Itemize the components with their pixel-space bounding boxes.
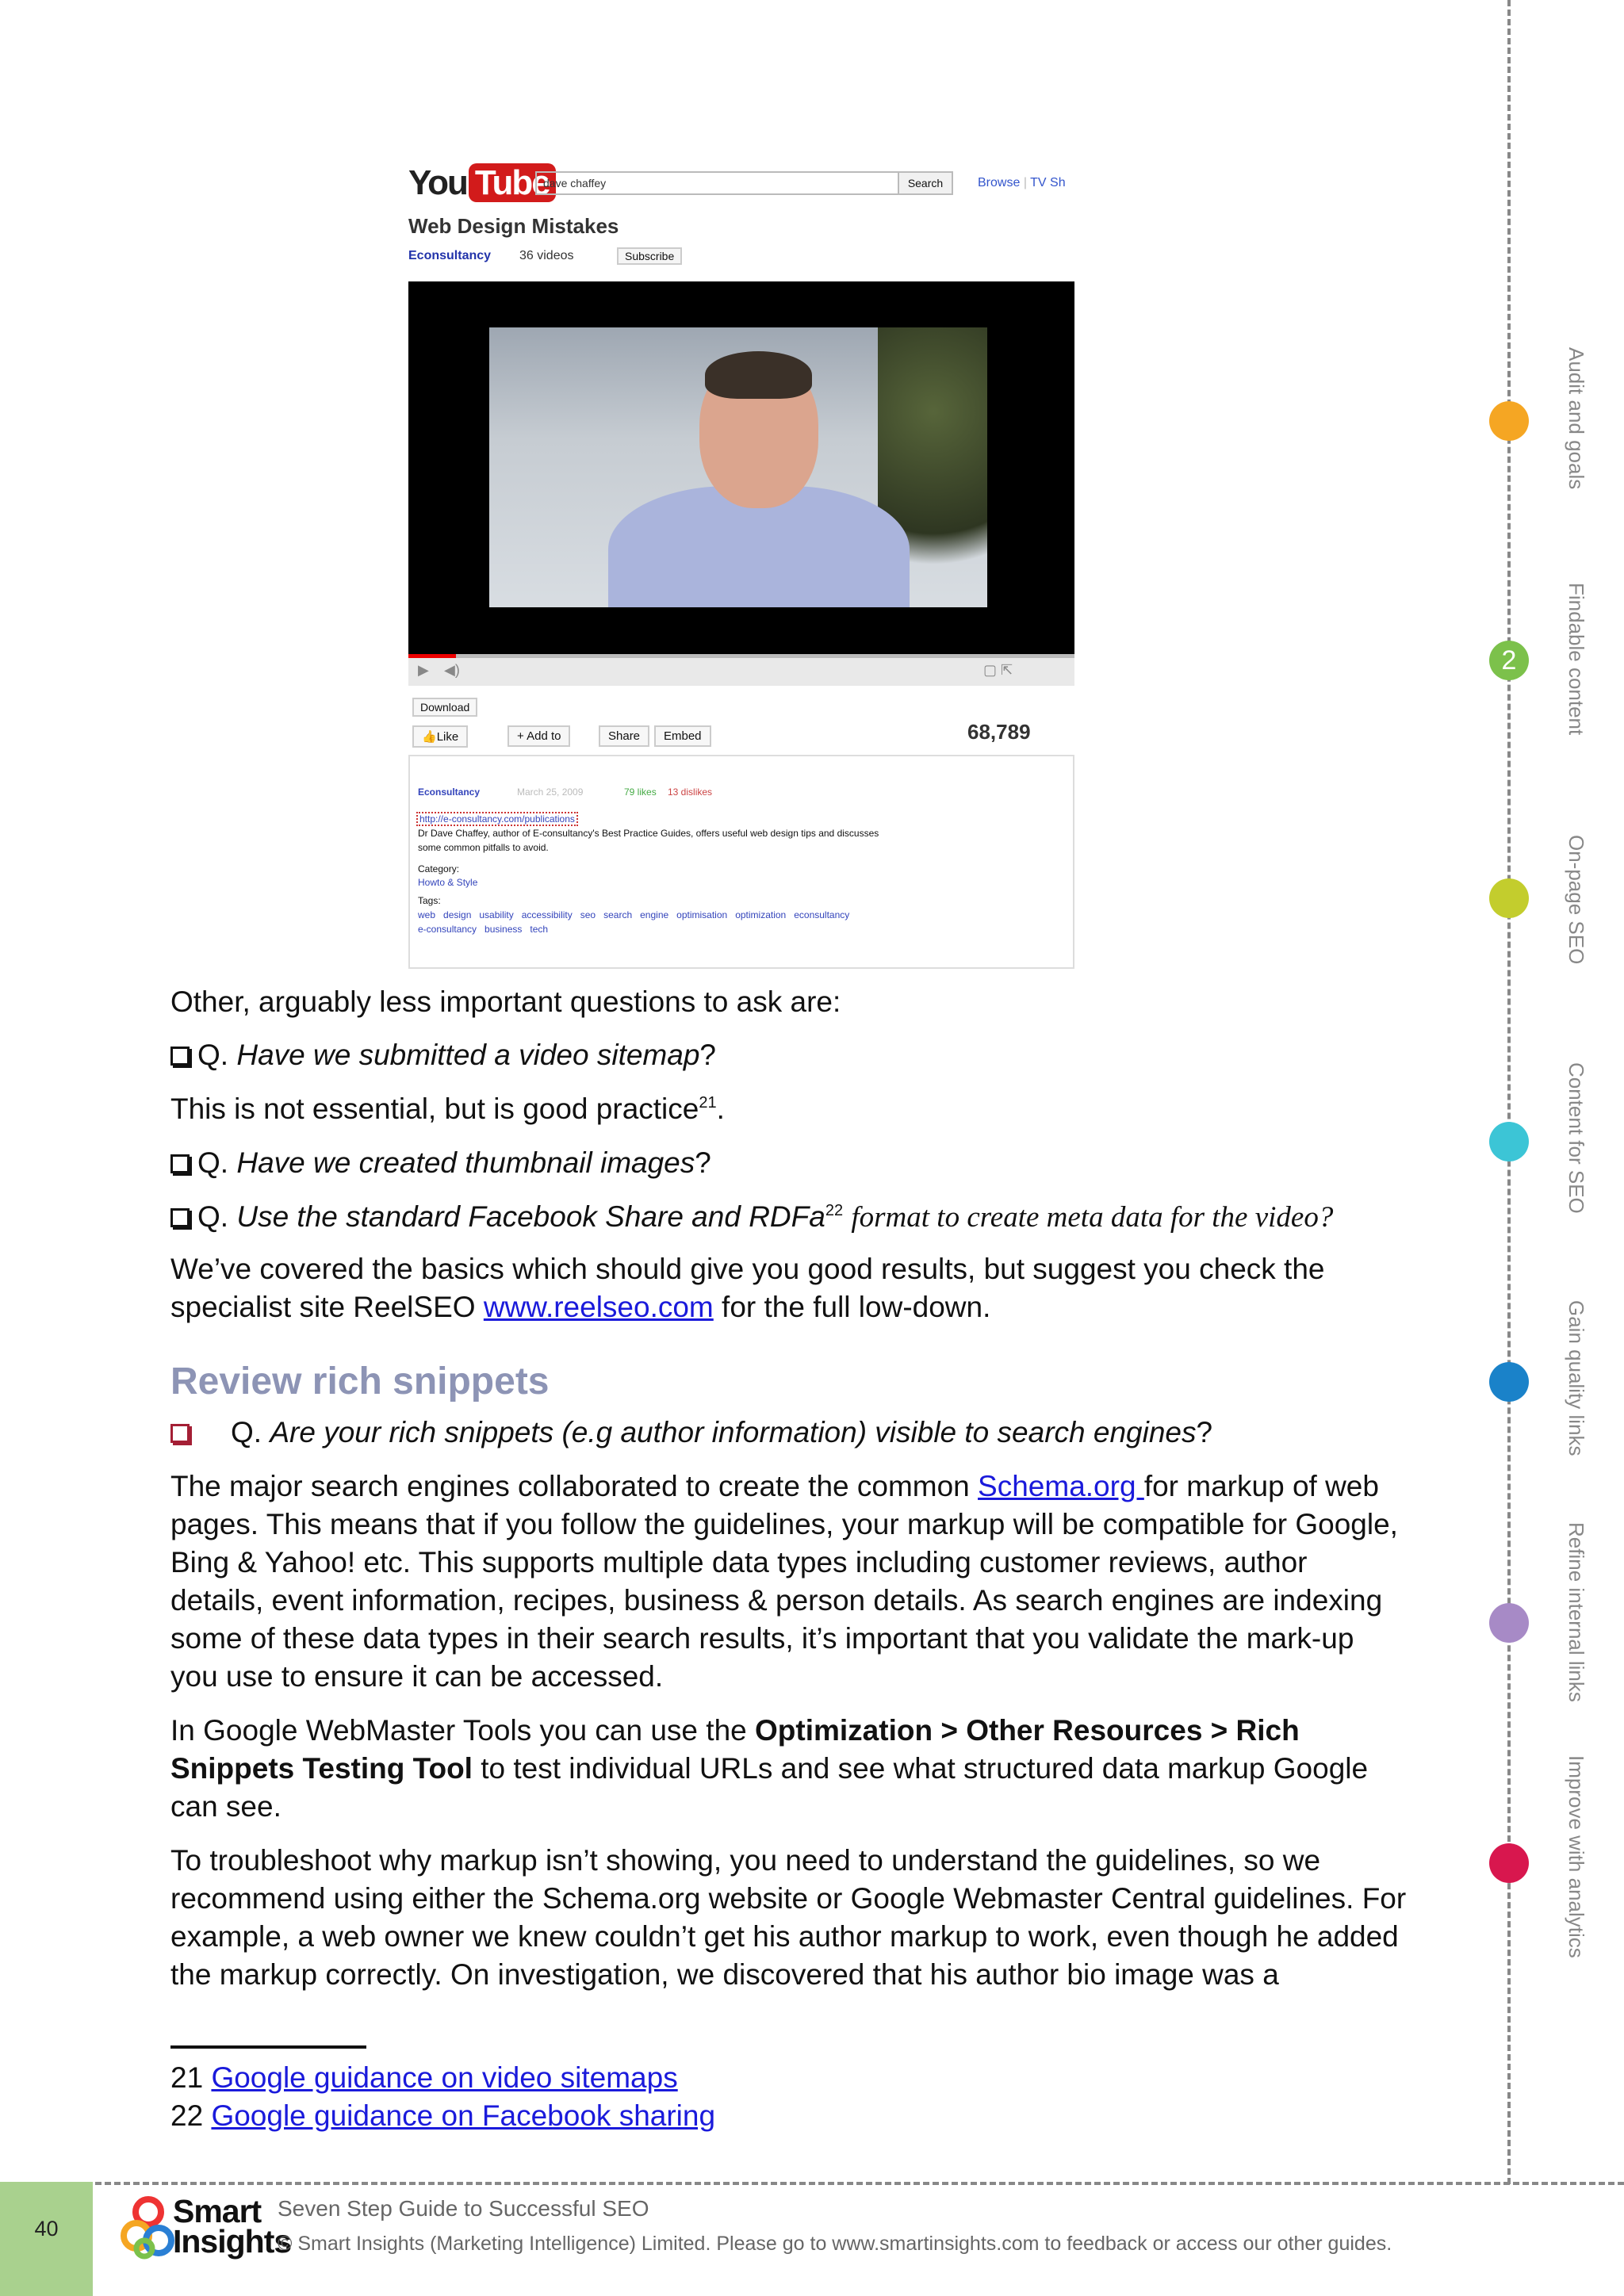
question-video-sitemap: Q. Have we submitted a video sitemap? (170, 1036, 1408, 1074)
section-heading: Review rich snippets (170, 1360, 550, 1402)
reelseo-paragraph: We’ve covered the basics which should give you good results, but suggest you check the specialist site ReelSEO www.reelseo.com for the full low-down. (170, 1253, 1325, 1323)
youtube-search-input: dave chaffey (535, 171, 908, 195)
step-label-audit[interactable]: Audit and goals (1565, 347, 1588, 490)
presenter-hair (705, 351, 812, 399)
question-facebook-share: Q. Use the standard Facebook Share and RDFa$^{22}$ format to create meta data for the video? (170, 1198, 1408, 1237)
desc-likes: 79 likes (624, 786, 657, 798)
step-dot-onpage[interactable] (1489, 878, 1529, 918)
youtube-subscribe-button: Subscribe (617, 247, 682, 265)
step-label-onpage[interactable]: On-page SEO (1565, 835, 1588, 965)
copyright-text: © Smart Insights (Marketing Intelligence) Limited. Please go to www.smartinsights.com to feedback or access our other guides. (278, 2233, 1392, 2255)
step-dot-analytics[interactable] (1489, 1843, 1529, 1883)
youtube-video-count: 36 videos (519, 249, 574, 262)
troubleshoot-paragraph: To troubleshoot why markup isn’t showing, you need to understand the guidelines, so we recommend using either the Schema.org website or Google Webmaster Central guidelines. For example, a web owner we knew couldn’t get his author markup to work, even though he added the markup correctly. On investigation, we discovered that his author bio image was a (170, 1844, 1407, 1991)
view-count: 68,789 (967, 720, 1031, 744)
video-frame (489, 327, 987, 607)
volume-icon: ◀) (444, 662, 460, 678)
category-label: Category: (418, 863, 460, 874)
embed-button: Embed (654, 725, 711, 747)
reelseo-link[interactable]: www.reelseo.com (483, 1291, 714, 1323)
video-controls (408, 654, 1074, 686)
tags-label: Tags: (418, 895, 441, 906)
tags-line-2: e-consultancy business tech (418, 924, 549, 935)
guide-title: Seven Step Guide to Successful SEO (278, 2196, 649, 2221)
step-label-analytics[interactable]: Improve with analytics (1565, 1755, 1588, 1958)
download-button: Download (412, 698, 477, 717)
footnote-link[interactable]: Google guidance on video sitemaps (211, 2061, 678, 2094)
share-button: Share (599, 725, 649, 747)
video-description (408, 755, 1074, 969)
checkbox-icon (170, 1154, 190, 1173)
progress-bar (408, 654, 1074, 658)
desc-line-1: Dr Dave Chaffey, author of E-consultancy's Best Practice Guides, offers useful web design tips and discusses (418, 828, 879, 839)
desc-link: http://e-consultancy.com/publications (416, 812, 578, 826)
intro-text: Other, arguably less important questions to ask are: (170, 985, 841, 1018)
fullscreen-icon: ▢ ⇱ (983, 662, 1013, 678)
step-label-links[interactable]: Gain quality links (1565, 1300, 1588, 1456)
desc-channel: Econsultancy (418, 786, 481, 798)
desc-line-2: some common pitfalls to avoid. (418, 842, 549, 853)
step-dot-audit[interactable] (1489, 401, 1529, 441)
youtube-channel-name: Econsultancy (408, 249, 492, 262)
smart-insights-logo-text: Smart Insights (173, 2193, 292, 2260)
desc-dislikes: 13 dislikes (668, 786, 713, 798)
checkbox-icon (170, 1208, 190, 1227)
footnote-rule (170, 2045, 366, 2049)
desc-date: March 25, 2009 (517, 786, 584, 798)
schema-paragraph: The major search engines collaborated to create the common Schema.org for markup of web pages. This means that if you follow the guidelines, your markup will be compatible for Google, Bing & Yahoo! etc. This supports multiple data types including customer reviews, author details, event information, recipes, business & person details. As search engines are indexing some of these data types in their search results, it’s important that you validate the mark-up you use to ensure it can be accessed. (170, 1470, 1398, 1693)
step-dot-links[interactable] (1489, 1362, 1529, 1402)
youtube-screenshot (408, 159, 1074, 971)
checkbox-icon (170, 1047, 190, 1066)
step-label-content[interactable]: Content for SEO (1565, 1062, 1588, 1214)
checkbox-icon (170, 1424, 190, 1443)
step-dot-content[interactable] (1489, 1122, 1529, 1161)
footnote-21: 21 Google guidance on video sitemaps (170, 2061, 678, 2094)
page-number: 40 (34, 2217, 59, 2241)
youtube-search-button: Search (898, 171, 953, 195)
step-dot-findable[interactable]: 2 (1489, 641, 1529, 680)
step-label-internal[interactable]: Refine internal links (1565, 1522, 1588, 1702)
schema-link[interactable]: Schema.org (978, 1470, 1144, 1502)
youtube-logo: You Tube (408, 163, 556, 203)
step-label-findable[interactable]: Findable content (1565, 583, 1588, 736)
youtube-video-title: Web Design Mistakes (408, 214, 619, 238)
webmaster-tools-paragraph: In Google WebMaster Tools you can use the Optimization > Other Resources > Rich Snippets Testing Tool to test individual URLs and see what structured data markup Google can see. (170, 1714, 1369, 1823)
youtube-nav: Browse | TV Sh (978, 176, 1066, 189)
smart-insights-logo-icon (121, 2196, 176, 2261)
thumbs-up-icon: 👍 (422, 730, 437, 744)
category-value: Howto & Style (418, 877, 478, 888)
tags-line-1: web design usability accessibility seo search engine optimisation optimization econsultancy (418, 909, 850, 920)
footer-divider (0, 2182, 1624, 2185)
add-to-button: + Add to (508, 725, 570, 747)
step-dot-internal[interactable] (1489, 1603, 1529, 1643)
youtube-video-player (408, 281, 1074, 654)
good-practice-note: This is not essential, but is good practice$^{21}$. (170, 1093, 725, 1125)
question-thumbnails: Q. Have we created thumbnail images? (170, 1144, 1408, 1182)
question-rich-snippets: Q. Are your rich snippets (e.g author information) visible to search engines? (170, 1414, 1408, 1452)
footnote-22: 22 Google guidance on Facebook sharing (170, 2099, 716, 2132)
play-icon: ▶ (418, 662, 429, 678)
like-button: 👍Like (412, 725, 468, 748)
footnote-link[interactable]: Google guidance on Facebook sharing (211, 2099, 716, 2132)
